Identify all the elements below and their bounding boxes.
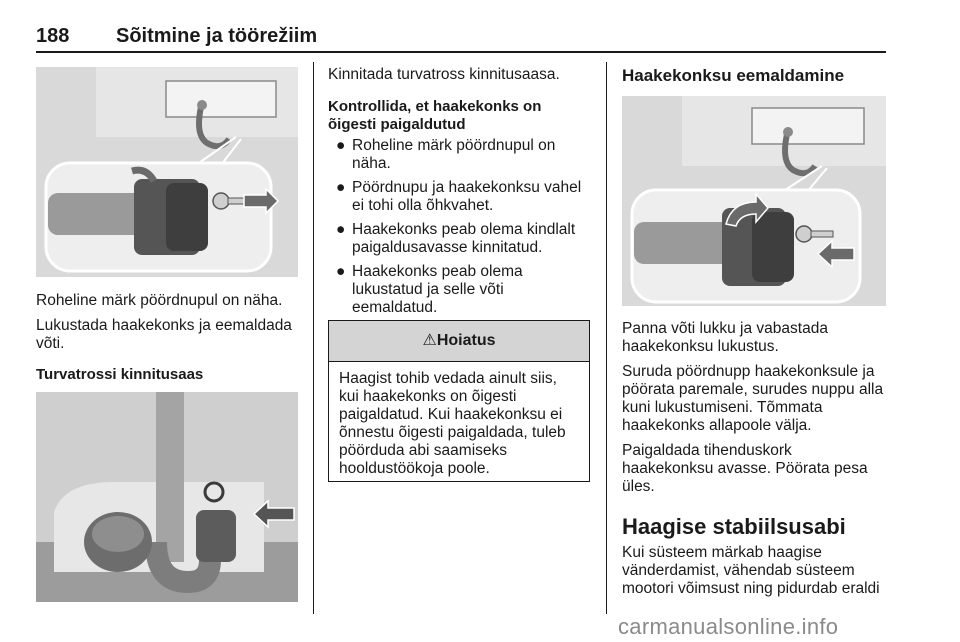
column-1-subheading [36, 366, 298, 384]
list-item: ● Pöördnupu ja haakekonksu vahel ei tohi olla õhkvahet. [336, 179, 582, 214]
towbar-removal-illustration [622, 96, 886, 306]
check-list [328, 137, 591, 317]
warning-box [328, 320, 590, 482]
towbar-lock-illustration [36, 67, 298, 277]
watermark: carmanualsonline.info [618, 614, 839, 639]
column-divider-2 [606, 62, 607, 614]
list-item: ● Roheline märk pöördnupul on näha. [336, 137, 556, 172]
removal-step-1: Panna võti lukku ja vabastada haakekonksu lukustus. [622, 320, 828, 355]
column-divider-1 [313, 62, 314, 614]
column-1-text [36, 292, 298, 310]
safety-cable-eyelet-illustration [36, 392, 298, 602]
trailer-stability-heading: Haagise stabiilsusabi [622, 514, 846, 539]
column-2-checklist [328, 98, 591, 317]
header-rule [36, 51, 886, 53]
check-installation-heading: Kontrollida, et haakekonks on õigesti paigaldutud [328, 98, 542, 133]
removal-step-3: Paigaldada tihenduskork haakekonksu avasse. Pöörata pesa üles. [622, 442, 868, 495]
column-3-stability [622, 514, 886, 598]
attach-safety-cable-text: Kinnitada turvatross kinnitusaasa. [328, 66, 560, 83]
list-item: ● Haakekonks peab olema lukustatud ja selle võti eemaldatud. [336, 263, 523, 316]
trailer-stability-text: Kui süsteem märkab haagise vänderdamist, vähendab süsteem mootori võimsust ning pidurdab eraldi [622, 544, 880, 597]
warning-triangle-icon: ⚠ [422, 332, 437, 349]
warning-header [329, 321, 589, 362]
column-2-intro [328, 66, 591, 84]
chapter-title: Sõitmine ja töörežiim [116, 25, 318, 47]
caption-green-mark: Roheline märk pöördnupul on näha. [36, 292, 283, 309]
lock-and-remove-key-text: Lukustada haakekonks ja eemaldada võti. [36, 317, 292, 352]
removal-step-2: Suruda pöördnupp haakekonksule ja pöörata paremale, surudes nuppu alla kuni lukustumiseni. Tõmmata haakekonks allapoole välja. [622, 363, 884, 434]
column-3-text [622, 320, 886, 496]
page-header [36, 20, 886, 50]
column-1-text-2 [36, 317, 298, 353]
removal-section-title: Haakekonksu eemaldamine [622, 66, 845, 85]
safety-cable-eyelet-heading: Turvatrossi kinnitusaas [36, 366, 204, 383]
page-number: 188 [36, 25, 70, 47]
column-3-title [622, 66, 886, 86]
warning-title: Hoiatus [436, 332, 496, 349]
list-item: ● Haakekonks peab olema kindlalt paigaldusavasse kinnitatud. [336, 221, 576, 256]
warning-text: Haagist tohib vedada ainult siis, kui haakekonks on õigesti paigaldatud. Kui haakekonksu ei õnnestu õigesti paigaldada, tuleb pöörduda abi saamiseks hooldustöökoja poole. [339, 370, 566, 477]
